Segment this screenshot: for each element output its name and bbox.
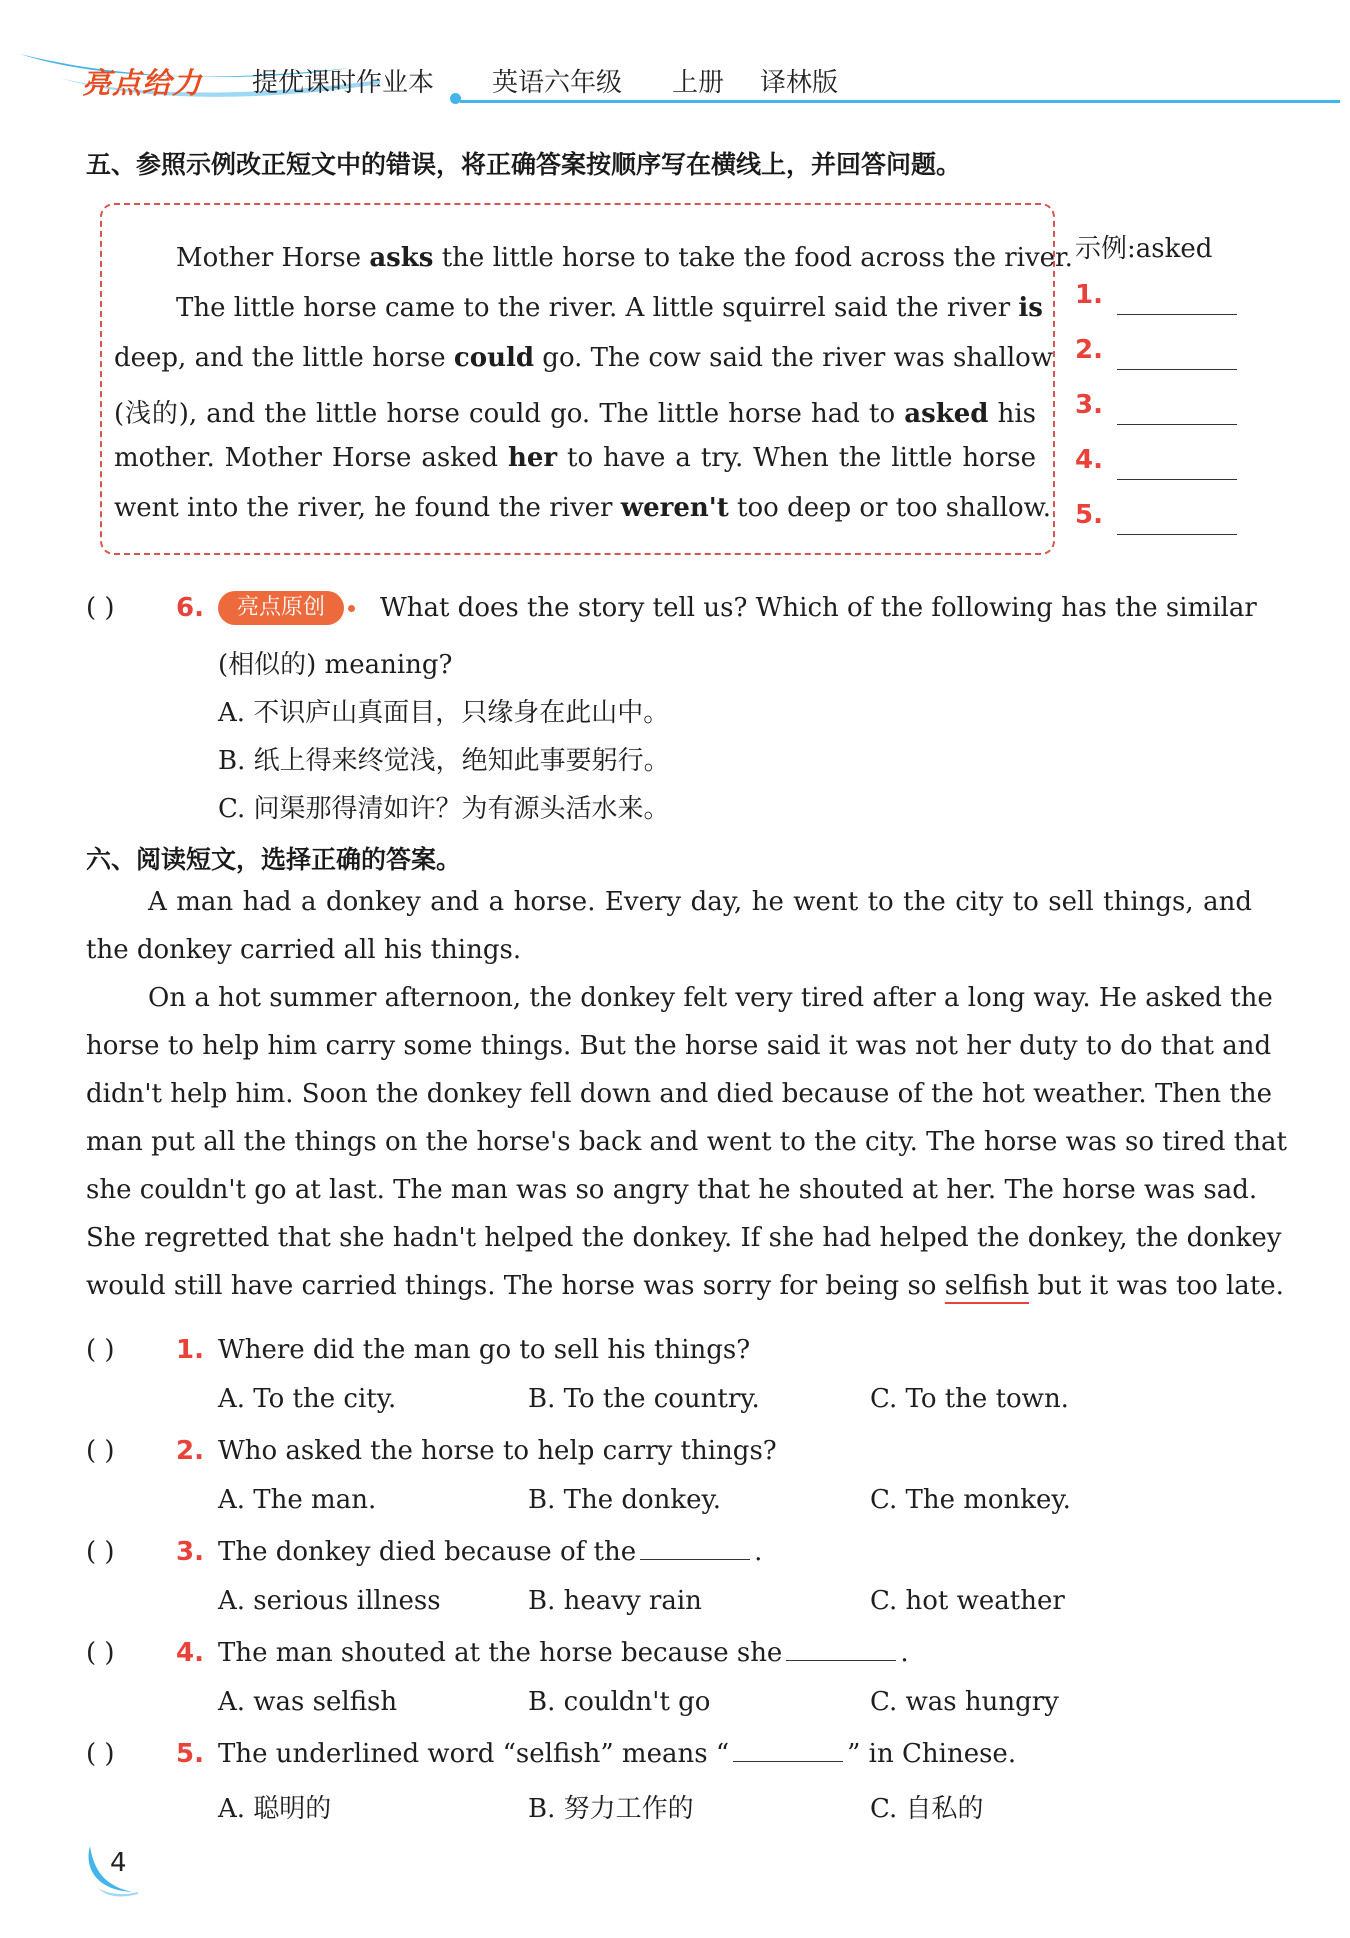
question-text-after: ” in Chinese. [847,1739,1017,1769]
passage-line: horse to help him carry some things. But the horse said it was not her duty to do that and [86,1031,1272,1061]
answer-paren[interactable]: ( ) [86,1638,115,1668]
passage-last-line [86,1262,1284,1310]
error-word: her [507,443,558,473]
answer-blank-row [1075,500,1245,540]
passage-line: On a hot summer afternoon, the donkey felt very tired after a long way. He asked the [148,983,1273,1013]
passage-text: Mother Horse [176,243,370,273]
answer-option[interactable]: B. To the country. [528,1384,760,1414]
passage-text: too deep or too shallow. [728,493,1052,523]
page-number: 4 [110,1848,127,1878]
passage-text: (浅的), and the little horse could go. The little horse had to [114,399,905,429]
answer-blank[interactable] [1117,534,1237,535]
blank-number: 1. [1075,280,1103,310]
answer-paren[interactable]: ( ) [86,1436,115,1466]
blank-number: 3. [1075,390,1103,420]
passage-text: went into the river, he found the river [114,493,621,523]
answer-option[interactable]: C. hot weather [870,1586,1065,1616]
book-title: 提优课时作业本 [252,68,435,98]
answer-blank-row [1075,335,1245,375]
passage-line [114,343,1054,373]
passage-text: go. The cow said the river was shallow [534,343,1054,373]
error-word: asks [369,243,434,273]
passage-text: would still have carried things. The horse was sorry for being so [86,1271,945,1301]
error-word: could [453,343,535,373]
error-word: asked [904,399,989,429]
passage-text: his [988,399,1037,429]
answer-blank-row [1075,390,1245,430]
question-text-before: The donkey died because of the [218,1537,637,1567]
answer-option[interactable]: A. was selfish [218,1687,398,1717]
blank-number: 2. [1075,335,1103,365]
answer-blank-row [1075,445,1245,485]
passage-line: man put all the things on the horse's back and went to the city. The horse was so tired that [86,1127,1287,1157]
error-word: weren't [620,493,729,523]
question-text-before: The man shouted at the horse because she [218,1638,783,1668]
q6-option-b[interactable]: B. 纸上得来终觉浅，绝知此事要躬行。 [218,746,670,776]
answer-option[interactable]: B. couldn't go [528,1687,711,1717]
original-badge: 亮点原创 [218,591,344,625]
answer-option[interactable]: C. was hungry [870,1687,1059,1717]
question-text: Where did the man go to sell his things? [218,1335,751,1365]
passage-line: she couldn't go at last. The man was so angry that he shouted at her. The horse was sad. [86,1175,1258,1205]
answer-option[interactable]: C. To the town. [870,1384,1069,1414]
answer-paren[interactable]: ( ) [86,1335,115,1365]
passage-line: the donkey carried all his things. [86,935,522,965]
answer-option[interactable]: C. The monkey. [870,1485,1071,1515]
passage-line: She regretted that she hadn't helped the donkey. If she had helped the donkey, the donkey [86,1223,1282,1253]
page-header [20,50,1340,110]
badge-dot [348,605,355,612]
subject-label: 英语六年级 [492,68,623,98]
question-text [218,1739,1016,1769]
passage-line [114,393,1036,430]
blank-number: 4. [1075,445,1103,475]
passage-line [176,243,1073,273]
passage-text: the little horse to take the food across the river. [433,243,1073,273]
passage-line [176,293,1043,323]
question-number: 1. [176,1335,204,1365]
question-text: Who asked the horse to help carry things? [218,1436,777,1466]
passage-line [114,443,1036,473]
underlined-word: selfish [945,1271,1029,1304]
answer-option[interactable]: A. To the city. [218,1384,397,1414]
q6-text-line2: (相似的) meaning? [218,650,453,680]
header-rule [460,100,1340,103]
section-6-title: 六、阅读短文，选择正确的答案。 [86,845,462,874]
answer-blank-row [1075,280,1245,320]
question-text-after: . [900,1638,909,1668]
question-number: 6. [176,593,204,623]
passage-line: A man had a donkey and a horse. Every day, he went to the city to sell things, and [148,887,1252,917]
passage-text: The little horse came to the river. A little squirrel said the river [176,293,1019,323]
example-answer: 示例:asked [1075,234,1213,264]
answer-option[interactable]: A. serious illness [218,1586,441,1616]
q6-option-c[interactable]: C. 问渠那得清如许？为有源头活水来。 [218,794,670,824]
q6-text-line1: What does the story tell us? Which of the following has the similar [380,593,1257,623]
section-5-title: 五、参照示例改正短文中的错误，将正确答案按顺序写在横线上，并回答问题。 [86,150,962,179]
answer-option[interactable]: A. 聪明的 [218,1794,332,1824]
passage-text: mother. Mother Horse asked [114,443,508,473]
blank-number: 5. [1075,500,1103,530]
answer-option[interactable]: B. The donkey. [528,1485,722,1515]
q6-option-a[interactable]: A. 不识庐山真面目，只缘身在此山中。 [218,698,670,728]
answer-option[interactable]: B. 努力工作的 [528,1794,694,1824]
question-number: 4. [176,1638,204,1668]
answer-blank[interactable] [1117,369,1237,370]
passage-text: deep, and the little horse [114,343,454,373]
question-text-before: The underlined word “selfish” means “ [218,1739,730,1769]
answer-blank[interactable] [1117,314,1237,315]
passage-line: didn't help him. Soon the donkey fell down and died because of the hot weather. Then the [86,1079,1273,1109]
answer-paren[interactable]: ( ) [86,593,115,623]
answer-paren[interactable]: ( ) [86,1537,115,1567]
answer-option[interactable]: B. heavy rain [528,1586,702,1616]
passage-text: but it was too late. [1029,1271,1284,1301]
fill-in-blank[interactable] [640,1537,750,1560]
passage-line [114,493,1052,523]
passage-text: to have a try. When the little horse [557,443,1036,473]
fill-in-blank[interactable] [786,1638,896,1661]
answer-blank[interactable] [1117,424,1237,425]
error-word: is [1018,293,1043,323]
question-text [218,1638,909,1668]
answer-option[interactable]: A. The man. [218,1485,377,1515]
question-number: 2. [176,1436,204,1466]
reading-passage [86,878,1287,1310]
question-text [218,1537,762,1567]
question-number: 5. [176,1739,204,1769]
answer-paren[interactable]: ( ) [86,1739,115,1769]
brand-title: 亮点给力 [82,66,203,100]
volume-label: 上册 [672,68,725,98]
answer-option[interactable]: C. 自私的 [870,1794,984,1824]
answer-blank[interactable] [1117,479,1237,480]
question-number: 3. [176,1537,204,1567]
fill-in-blank[interactable] [733,1739,843,1762]
edition-label: 译林版 [760,68,839,98]
question-text-after: . [754,1537,763,1567]
